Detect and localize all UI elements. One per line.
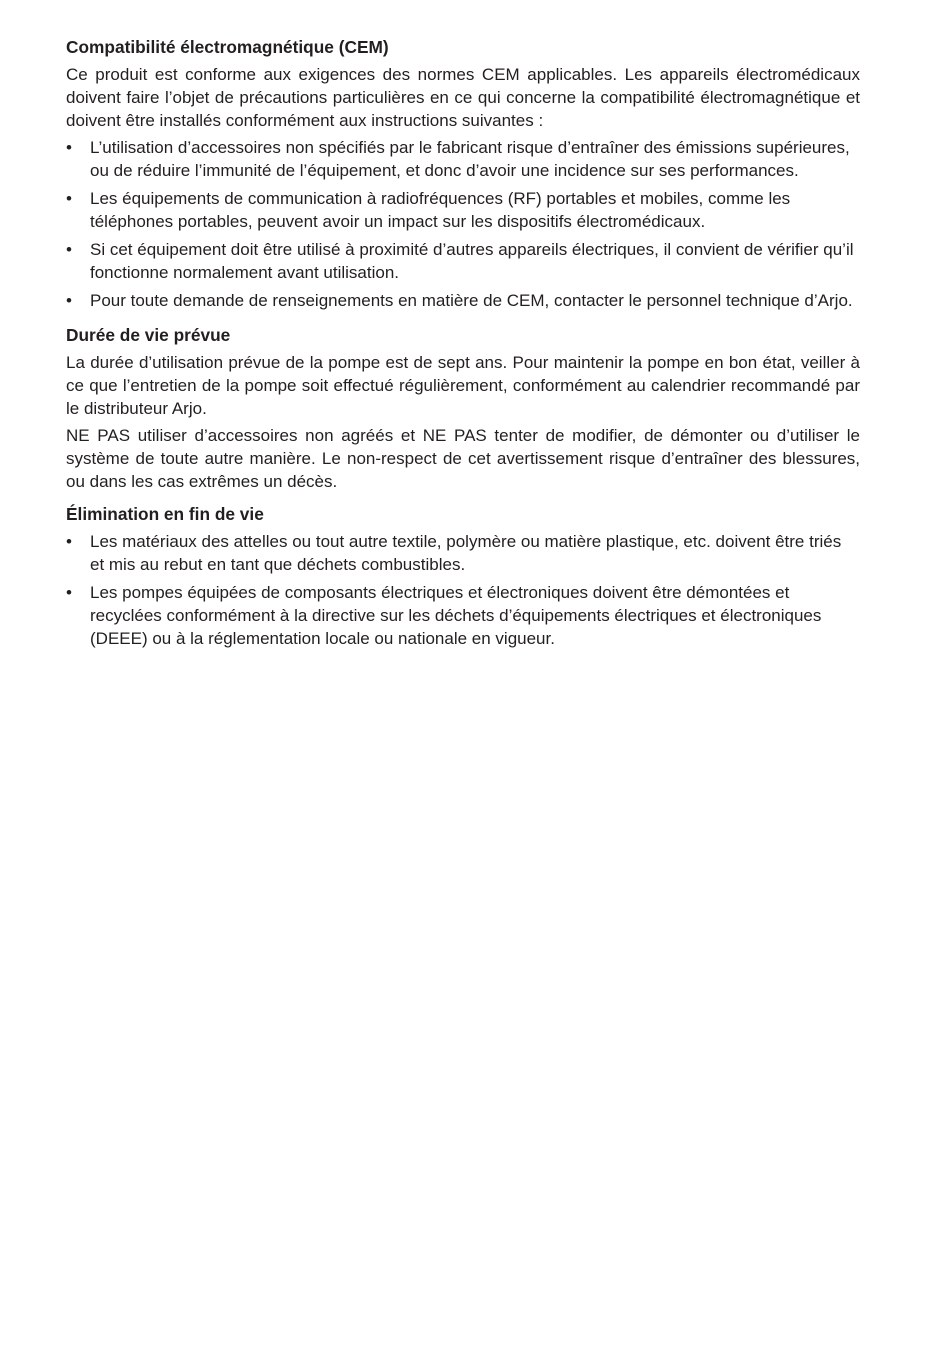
- list-item: [66, 238, 860, 284]
- paragraph-emc-intro: Ce produit est conforme aux exigences des normes CEM applicables. Les appareils électromédicaux doivent faire l’objet de précautions particulières en ce qui concerne la compatibilité électromagnétique et doivent être installés conformément aux instructions suivantes :: [66, 65, 860, 130]
- list-item: [66, 581, 860, 650]
- paragraph-lifetime: La durée d’utilisation prévue de la pompe est de sept ans. Pour maintenir la pompe en bon état, veiller à ce que l’entretien de la pompe soit effectué régulièrement, conformément au calendrier recommandé par le distributeur Arjo.: [66, 353, 860, 418]
- bullet-icon: •: [66, 583, 72, 602]
- paragraph-warning: NE PAS utiliser d’accessoires non agréés et NE PAS tenter de modifier, de démonter ou d’utiliser le système de toute autre manière. Le non-respect de cet avertissement risque d’entraîner des blessures, ou dans les cas extrêmes un décès.: [66, 426, 860, 491]
- list-item-text: Les pompes équipées de composants électriques et électroniques doivent être démontées et recyclées conformément à la directive sur les déchets d’équipements électriques et électroniques (DEEE) ou à la réglementation locale ou nationale en vigueur.: [90, 583, 822, 648]
- bullet-list-emc: [66, 136, 860, 312]
- section-expected-lifetime: [66, 324, 860, 493]
- list-item: [66, 136, 860, 182]
- section-heading-emc: Compatibilité électromagnétique (CEM): [66, 37, 389, 57]
- document-page: [66, 36, 860, 660]
- bullet-icon: •: [66, 532, 72, 551]
- bullet-icon: •: [66, 240, 72, 259]
- list-item-text: Si cet équipement doit être utilisé à proximité d’autres appareils électriques, il convient de vérifier qu’il fonctionne normalement avant utilisation.: [90, 240, 854, 282]
- bullet-icon: •: [66, 189, 72, 208]
- section-heading-end-of-life: Élimination en fin de vie: [66, 504, 264, 524]
- section-end-of-life-disposal: [66, 503, 860, 650]
- section-heading-expected-lifetime: Durée de vie prévue: [66, 325, 231, 345]
- list-item-text: Les matériaux des attelles ou tout autre textile, polymère ou matière plastique, etc. doivent être triés et mis au rebut en tant que déchets combustibles.: [90, 532, 842, 574]
- list-item-text: L’utilisation d’accessoires non spécifiés par le fabricant risque d’entraîner des émissions supérieures, ou de réduire l’immunité de l’équipement, et donc d’avoir une incidence sur ses performances.: [90, 138, 850, 180]
- list-item: [66, 289, 860, 312]
- list-item-text: Pour toute demande de renseignements en matière de CEM, contacter le personnel technique d’Arjo.: [90, 291, 853, 310]
- bullet-icon: •: [66, 291, 72, 310]
- bullet-list-disposal: [66, 530, 860, 650]
- list-item: [66, 187, 860, 233]
- section-emc: [66, 36, 860, 312]
- list-item: [66, 530, 860, 576]
- list-item-text: Les équipements de communication à radiofréquences (RF) portables et mobiles, comme les téléphones portables, peuvent avoir un impact sur les dispositifs électromédicaux.: [90, 189, 791, 231]
- bullet-icon: •: [66, 138, 72, 157]
